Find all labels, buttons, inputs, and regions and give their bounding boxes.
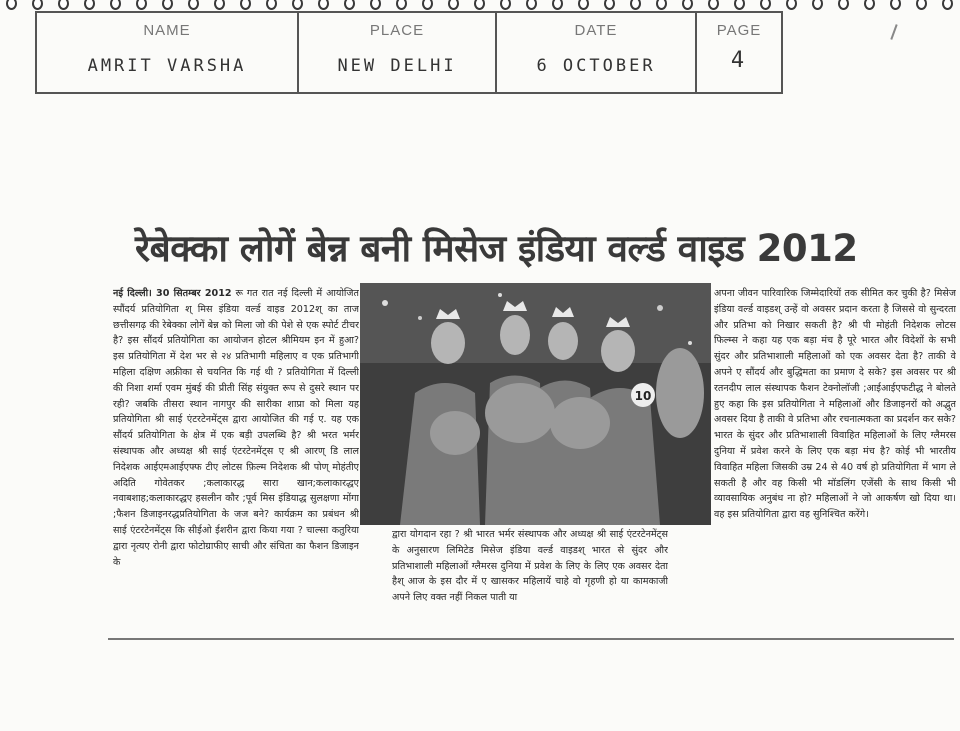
spiral-ring	[578, 0, 589, 10]
article-dateline: नई दिल्ली। 30 सितम्बर 2012	[113, 288, 232, 299]
date-value: 6 OCTOBER	[536, 56, 656, 76]
spiral-ring	[708, 0, 719, 10]
spiral-ring	[630, 0, 641, 10]
spiral-ring	[84, 0, 95, 10]
spiral-ring	[682, 0, 693, 10]
spiral-ring	[188, 0, 199, 10]
name-cell	[37, 13, 299, 92]
pen-mark	[890, 24, 897, 40]
page-label: PAGE	[716, 22, 762, 39]
spiral-ring	[812, 0, 823, 10]
name-value: AMRIT VARSHA	[87, 56, 247, 76]
photo-badge-number: 10	[634, 389, 652, 403]
spiral-ring	[136, 0, 147, 10]
spiral-ring	[292, 0, 303, 10]
spiral-ring	[838, 0, 849, 10]
article-bottom-rule	[108, 638, 954, 640]
name-label: NAME	[143, 22, 191, 39]
spiral-ring	[760, 0, 771, 10]
spiral-ring	[448, 0, 459, 10]
clipping-header-form	[35, 11, 783, 94]
spiral-ring	[344, 0, 355, 10]
spiral-ring	[734, 0, 745, 10]
date-label: DATE	[574, 22, 618, 39]
spiral-ring	[942, 0, 953, 10]
spiral-ring	[370, 0, 381, 10]
page-cell	[697, 13, 781, 92]
spiral-ring	[864, 0, 875, 10]
article-headline: रेबेक्का लोगें बेन्न बनी मिसेज इंडिया वर्ल्ड वाइड 2012	[135, 227, 858, 270]
place-cell	[299, 13, 497, 92]
article-column-left	[113, 286, 359, 636]
spiral-ring	[786, 0, 797, 10]
spiral-ring	[500, 0, 511, 10]
spiral-ring	[552, 0, 563, 10]
spiral-ring	[396, 0, 407, 10]
spiral-ring	[162, 0, 173, 10]
spiral-ring	[656, 0, 667, 10]
spiral-ring	[58, 0, 69, 10]
spiral-ring	[266, 0, 277, 10]
spiral-ring	[916, 0, 927, 10]
spiral-ring	[110, 0, 121, 10]
place-label: PLACE	[369, 22, 425, 39]
spiral-ring	[474, 0, 485, 10]
spiral-ring	[526, 0, 537, 10]
spiral-ring	[604, 0, 615, 10]
article-text-left: रू गत रात नई दिल्ली में आयोजित स्पौंदर्य प्रतियोगिता श् मिस इंडिया वर्ल्ड वाइड 2012श् का ताज छत्तीसगढ़ की रेबेक्का लोगें बेन्न को मिला जो की पेशे से एक स्पोर्ट टीचर है? इस सौंदर्य प्रतियोगिता का आयोजन होटल श्रीमियम इन में हुआ? इस प्रतियोगिता में देश भर से २४ प्रतिभागी महिलाए व एक प्रतिभागी महिला दक्षिण अफ्रीका से चयनित कि गई थी ? प्रतियोगिता में दिल्ली की निशा शर्मा एवम मुंबई की प्रीती सिंह संयुक्त रूप से दुसरे स्थान पर रही? जबकि तीसरा स्थान नागपुर की सारीका शाप्रा को मिला यह प्रतियोगिता श्री साई एंटरटेनमेंट्स द्वारा आयोजित की गई ए. यह एक सौंदर्य प्रतियोगिता के क्षेत्र में एक बड़ी उपलब्धि है? श्री भरत भर्मर संस्थापक और अध्यक्ष श्री साई एंटरटेनमेंट्स ए श्री आरण् डि लाल निदेशक आईएमआईएफ्फ टीए लोटस फ़िल्म निदेशक श्री पोण् मोहंतीए अदिति गोवेतकर ;कलाकारद्ध सारा खान;कलाकारद्धए नवाबशाह;कलाकारद्धए हसलीन कौर ;पूर्व मिस इंडियाद्ध सुलक्षणा मोंगा ;फैशन डिजाइनरद्धप्रतियोगिता के जज बने? कार्यक्रम का प्रबंधन श्री साई एंटरटेनमेंट्स कि सीईओ ईशरीन द्वारा किया गया ? चाल्सा कतुरिया द्वारा नृत्यए रोनी द्वारा फोटोग्राफीए साची और संचिता का फैशन डिजाइन के	[113, 288, 359, 568]
spiral-ring	[6, 0, 17, 10]
spiral-ring	[32, 0, 43, 10]
photo-illustration	[360, 283, 711, 525]
page-value: 4	[730, 48, 748, 73]
article-column-right: अपना जीवन पारिवारिक जिम्मेदारियों तक सीमित कर चुकी है? मिसेज इंडिया वर्ल्ड वाइडश् उन्हें वो अवसर प्रदान करता है जिससे वो सुन्दरता और प्रतिभा को निखार सकती है? श्री पी मोहंती निदेशक लोटस फिल्म्स ने कहा यह एक बड़ा मंच है पूरे भारत और विदेशों के सभी सुंदर और प्रतिभाशाली महिलाओं को एक अवसर देता है? ताकी वे अपने ए सौंदर्य और बुद्धिमता का प्रमाण दे सके? इस अवसर पर श्री रतनदीप लाल संस्थापक फैशन टेक्नोलॉजी ;आईआईएफटीद्ध ने बोलते हुए कहा कि इस प्रतियोगिता ने महिलाओं और डिजाइनरों को अद्भुत अवसर दिया है ताकी वे प्रतिभा और रचनात्मकता का प्रदर्शन कर सके? भारत के सुंदर और प्रतिभाशाली विवाहित महिलाओं के लिए ग्लैमरस दुनिया में प्रवेश करने के लिए एक बड़ा मंच है? कोई भी भारतीय विवाहित महिला जिसकी उम्र 24 से 40 वर्ष हो प्रतियोगिता में भाग ले सकती है और वह किसी भी मॉडलिंग एजेंसी के साथ किसी भी व्यावसायिक अनुबंध ना हो? महिलाओं ने जो आकर्षण खो दिया था। वह इस प्रतियोगिता द्वारा वह सुनिश्चित करेंगे।	[714, 288, 956, 521]
date-cell	[497, 13, 697, 92]
spiral-ring	[318, 0, 329, 10]
spiral-ring	[890, 0, 901, 10]
spiral-ring	[240, 0, 251, 10]
winners-photo	[360, 283, 711, 525]
article-column-middle: द्वारा योगदान रहा ? श्री भारत भर्मर संस्थापक और अध्यक्ष श्री साई एंटरटेनमेंट्स के अनुसारण लिमिटेड मिसेज इंडिया वर्ल्ड वाइडश् भारत से सुंदर और प्रतिभाशाली महिलाओं ग्लैमरस दुनिया में प्रवेश के लिए के लिए एक अवसर देता हैश् आज के इस दौर में ए खासकर महिलायें चाहे वो गृहणी हो या कामकाजी अपने लिए वक्त नहीं निकल पाती या	[392, 529, 668, 604]
spiral-ring	[214, 0, 225, 10]
spiral-ring	[422, 0, 433, 10]
place-value: NEW DELHI	[337, 56, 457, 76]
